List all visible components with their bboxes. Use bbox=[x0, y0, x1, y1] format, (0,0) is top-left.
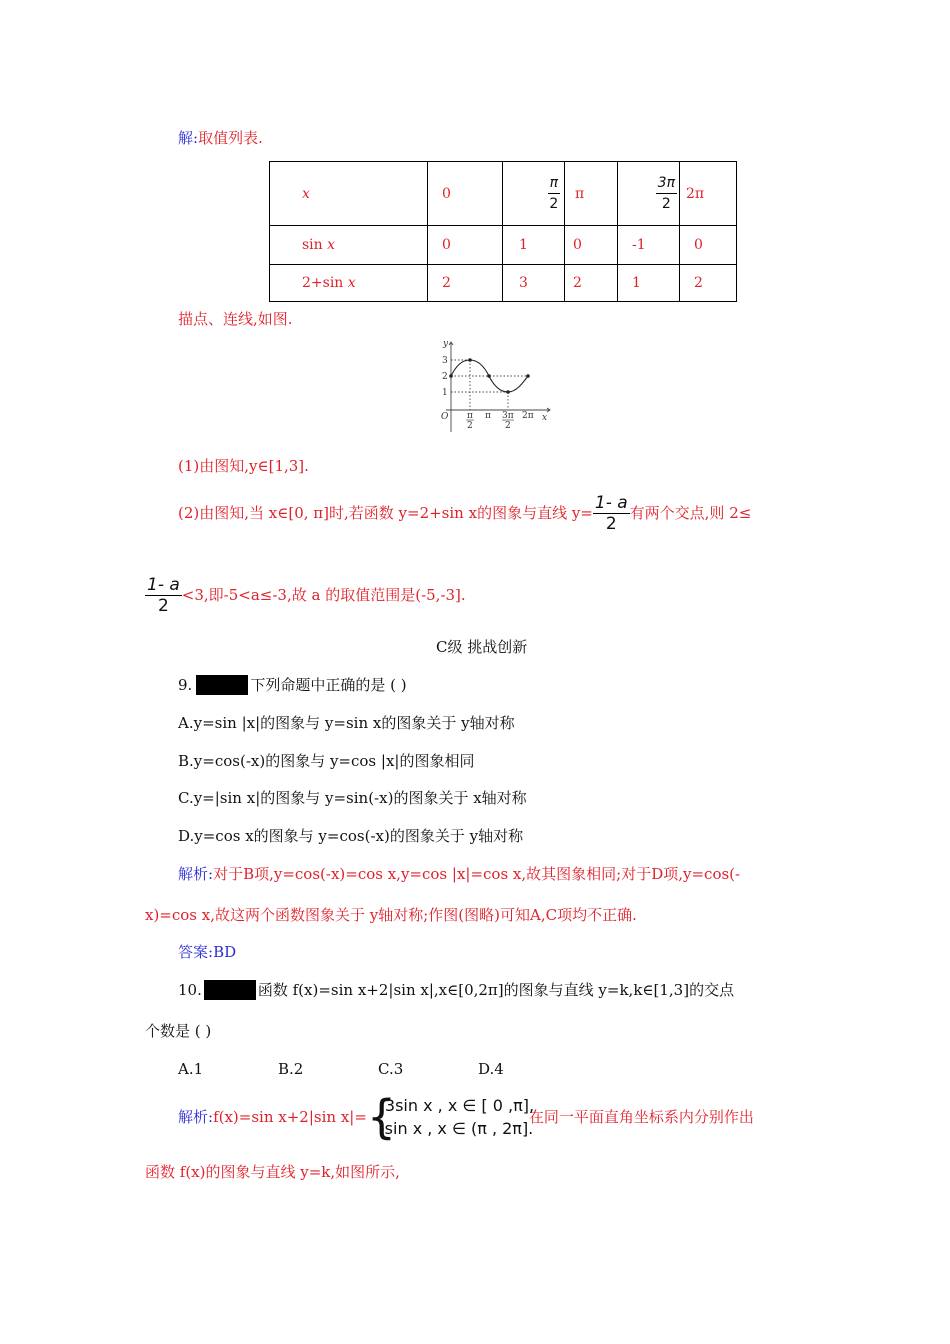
analysis-text: 在同一平面直角坐标系内分别作出 bbox=[528, 1108, 754, 1126]
solution-line bbox=[178, 128, 263, 148]
plot-instruction: 描点、连线,如图. bbox=[178, 310, 293, 328]
pi-half-fraction: $\frac{\pi}{2}$ bbox=[549, 175, 559, 212]
x-tick-label: 2 bbox=[505, 421, 511, 431]
question-10-stem-cont: 个数是 ( ) bbox=[145, 1022, 212, 1040]
table-cell: -1 bbox=[618, 226, 680, 265]
table-row bbox=[270, 226, 737, 265]
table-cell bbox=[503, 162, 565, 226]
q10-option-d: D.4 bbox=[478, 1060, 504, 1078]
redaction-box bbox=[204, 980, 256, 1000]
x-axis-label: x bbox=[542, 413, 548, 423]
graph-point bbox=[449, 374, 453, 378]
y-axis-label: y bbox=[443, 339, 449, 349]
part2-cont-text: <3,即-5<a≤-3,故 a 的取值范围是(-5,-3]. bbox=[181, 586, 466, 604]
graph-point bbox=[468, 358, 472, 362]
part2-continuation bbox=[145, 572, 466, 618]
q10-analysis-cont: 函数 f(x)的图象与直线 y=k,如图所示, bbox=[145, 1163, 400, 1181]
solution-text: 取值列表. bbox=[198, 129, 263, 147]
q10-analysis bbox=[178, 1090, 754, 1144]
table-cell: 2 bbox=[680, 265, 737, 302]
table-header-cell: sin x bbox=[270, 226, 428, 265]
graph-point bbox=[526, 374, 530, 378]
option-d: D.y=cos x的图象与 y=cos(-x)的图象关于 y轴对称 bbox=[178, 827, 524, 845]
answer-label: 答案: bbox=[178, 943, 214, 961]
table-cell: 1 bbox=[503, 226, 565, 265]
question-9-stem bbox=[178, 675, 407, 695]
question-text: 下列命题中正确的是 ( ) bbox=[250, 676, 407, 694]
part1-text: (1)由图知,y∈[1,3]. bbox=[178, 457, 309, 475]
table-row bbox=[270, 162, 737, 226]
table-cell: 0 bbox=[565, 226, 618, 265]
piece-one: 3sin x , x ∈ [ 0 ,π], bbox=[384, 1096, 535, 1115]
graph-point bbox=[506, 390, 510, 394]
q9-analysis-cont: x)=cos x,故这两个函数图象关于 y轴对称;作图(图略)可知A,C项均不正确. bbox=[145, 906, 637, 924]
part2-cont-fraction: $\frac{1- a}{2}$ bbox=[147, 574, 180, 616]
x-tick-label: 3π bbox=[502, 411, 514, 421]
q10-option-a: A.1 bbox=[178, 1060, 204, 1078]
y-tick-label: 3 bbox=[442, 356, 448, 366]
table-cell: 2 bbox=[428, 265, 503, 302]
graph-point bbox=[487, 374, 491, 378]
x-tick-label: π bbox=[467, 411, 473, 421]
option-a: A.y=sin |x|的图象与 y=sin x的图象关于 y轴对称 bbox=[178, 714, 515, 732]
table-cell: 1 bbox=[618, 265, 680, 302]
x-tick-label: 2π bbox=[522, 411, 534, 421]
solution-label: 解: bbox=[178, 129, 199, 147]
part2-line bbox=[178, 490, 751, 536]
table-row bbox=[270, 265, 737, 302]
part2-text: (2)由图知,当 x∈[0, π]时,若函数 y=2+sin x的图象与直线 y= bbox=[178, 504, 593, 522]
q10-option-c: C.3 bbox=[378, 1060, 404, 1078]
brace-icon: { bbox=[366, 1090, 397, 1144]
x-tick-label: 2 bbox=[467, 421, 473, 431]
q9-analysis bbox=[178, 864, 740, 884]
table-cell: 0 bbox=[680, 226, 737, 265]
three-pi-half-fraction: $\frac{3\pi}{2}$ bbox=[657, 175, 675, 212]
table-cell: 0 bbox=[428, 162, 503, 226]
piece-two: -sin x , x ∈ (π , 2π]. bbox=[378, 1119, 534, 1138]
table-cell: 3 bbox=[503, 265, 565, 302]
piecewise-function bbox=[366, 1090, 535, 1144]
q9-answer bbox=[178, 942, 236, 962]
value-table bbox=[269, 161, 737, 302]
table-cell bbox=[618, 162, 680, 226]
sine-graph bbox=[426, 336, 556, 436]
part2-fraction: $\frac{1- a}{2}$ bbox=[594, 492, 628, 534]
origin-label: O bbox=[441, 412, 449, 422]
y-tick-label: 1 bbox=[442, 388, 448, 398]
table-cell: 2π bbox=[680, 162, 737, 226]
answer-value: BD bbox=[213, 943, 237, 961]
option-b: B.y=cos(-x)的图象与 y=cos |x|的图象相同 bbox=[178, 752, 475, 770]
y-tick-label: 2 bbox=[442, 372, 448, 382]
analysis-function: f(x)=sin x+2|sin x|= bbox=[213, 1108, 367, 1126]
table-header-cell: x bbox=[270, 162, 428, 226]
table-cell: 0 bbox=[428, 226, 503, 265]
question-number: 10. bbox=[178, 981, 202, 999]
x-tick-label: π bbox=[485, 411, 491, 421]
question-number: 9. bbox=[178, 676, 193, 694]
q10-option-b: B.2 bbox=[278, 1060, 304, 1078]
table-cell: 2 bbox=[565, 265, 618, 302]
section-title: C级 挑战创新 bbox=[436, 638, 528, 656]
analysis-label: 解析: bbox=[178, 865, 214, 883]
analysis-text: 对于B项,y=cos(-x)=cos x,y=cos |x|=cos x,故其图象相同;对于D项,y=cos(- bbox=[213, 865, 741, 883]
question-10-stem bbox=[178, 980, 734, 1000]
table-cell: π bbox=[565, 162, 618, 226]
question-text: 函数 f(x)=sin x+2|sin x|,x∈[0,2π]的图象与直线 y=k,k∈[1,3]的交点 bbox=[257, 981, 735, 999]
option-c: C.y=|sin x|的图象与 y=sin(-x)的图象关于 x轴对称 bbox=[178, 789, 527, 807]
part2-after-text: 有两个交点,则 2≤ bbox=[629, 504, 752, 522]
analysis-label: 解析: bbox=[178, 1108, 214, 1126]
redaction-box bbox=[196, 675, 248, 695]
table-header-cell: 2+sin x bbox=[270, 265, 428, 302]
